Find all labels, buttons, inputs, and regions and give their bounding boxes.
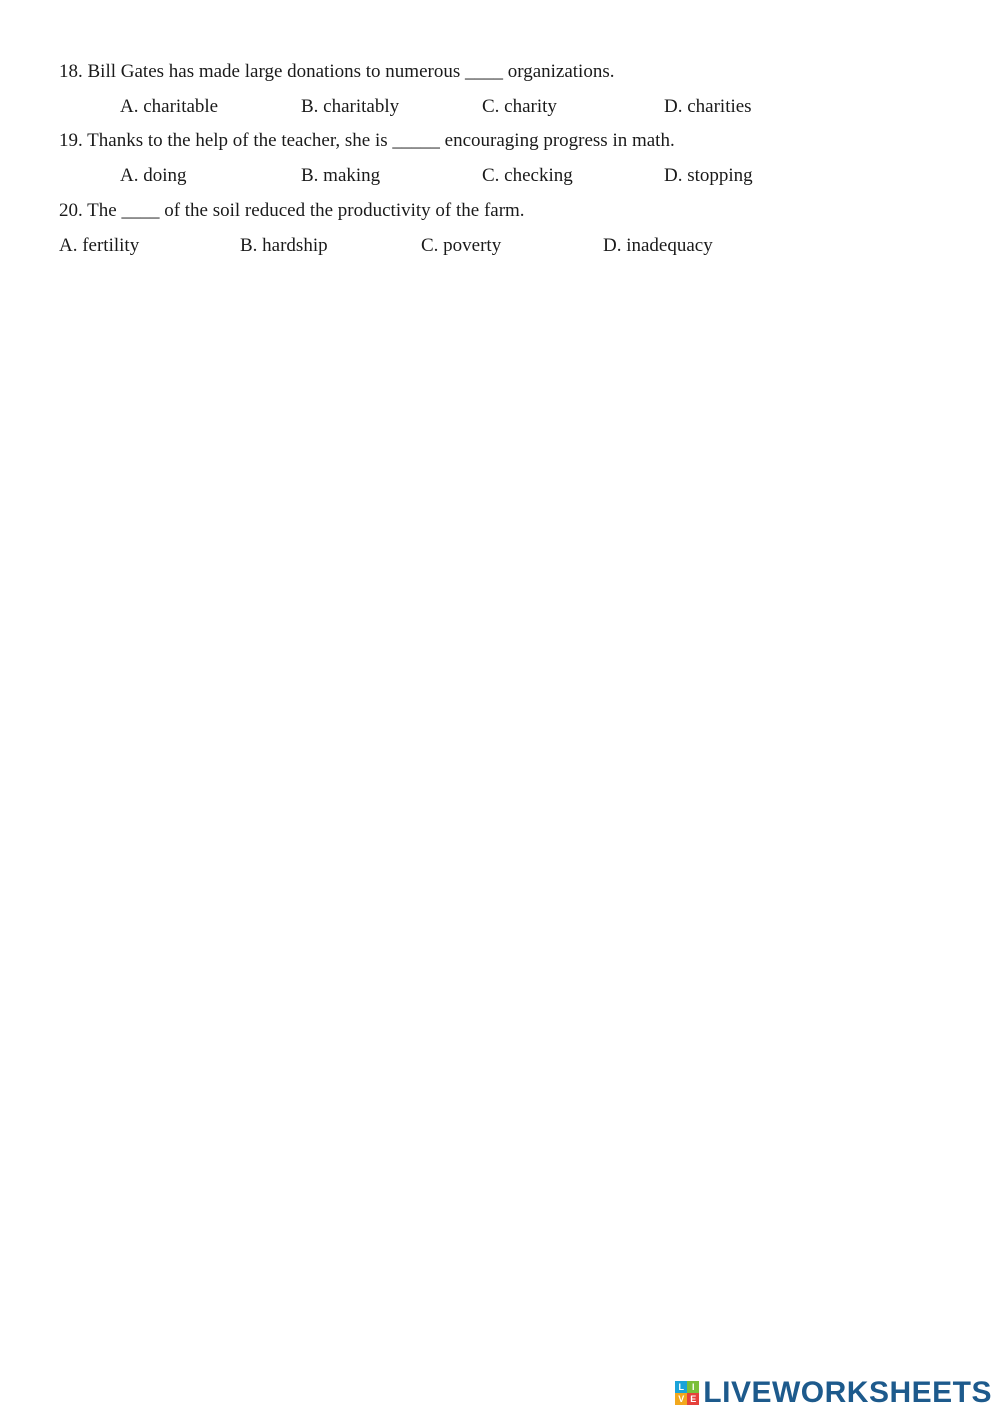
question-19-stem: 19. Thanks to the help of the teacher, she is _____ encouraging progress in math.: [59, 130, 675, 151]
question-18-option-b[interactable]: B. charitably: [301, 96, 400, 117]
question-18-option-a[interactable]: A. charitable: [120, 96, 219, 117]
question-20-option-d[interactable]: D. inadequacy: [603, 235, 713, 256]
question-19-option-a[interactable]: A. doing: [120, 165, 187, 186]
question-20-option-c[interactable]: C. poverty: [421, 235, 502, 256]
question-18-option-d[interactable]: D. charities: [664, 96, 752, 117]
logo-letter-l: L: [675, 1381, 687, 1393]
question-18-option-c[interactable]: C. charity: [482, 96, 557, 117]
question-19-option-c[interactable]: C. checking: [482, 165, 573, 186]
liveworksheets-logo-icon: [675, 1381, 699, 1405]
liveworksheets-logo-text: LIVEWORKSHEETS: [703, 1376, 992, 1409]
question-20-stem: 20. The ____ of the soil reduced the productivity of the farm.: [59, 200, 525, 221]
logo-letter-e: E: [687, 1393, 699, 1405]
question-20-option-a[interactable]: A. fertility: [59, 235, 140, 256]
liveworksheets-watermark: [675, 1374, 992, 1412]
logo-letter-v: V: [675, 1393, 687, 1405]
question-19-option-b[interactable]: B. making: [301, 165, 381, 186]
question-19-option-d[interactable]: D. stopping: [664, 165, 753, 186]
question-18-stem: 18. Bill Gates has made large donations to numerous ____ organizations.: [59, 61, 615, 82]
logo-letter-i: I: [687, 1381, 699, 1393]
question-20-option-b[interactable]: B. hardship: [240, 235, 328, 256]
